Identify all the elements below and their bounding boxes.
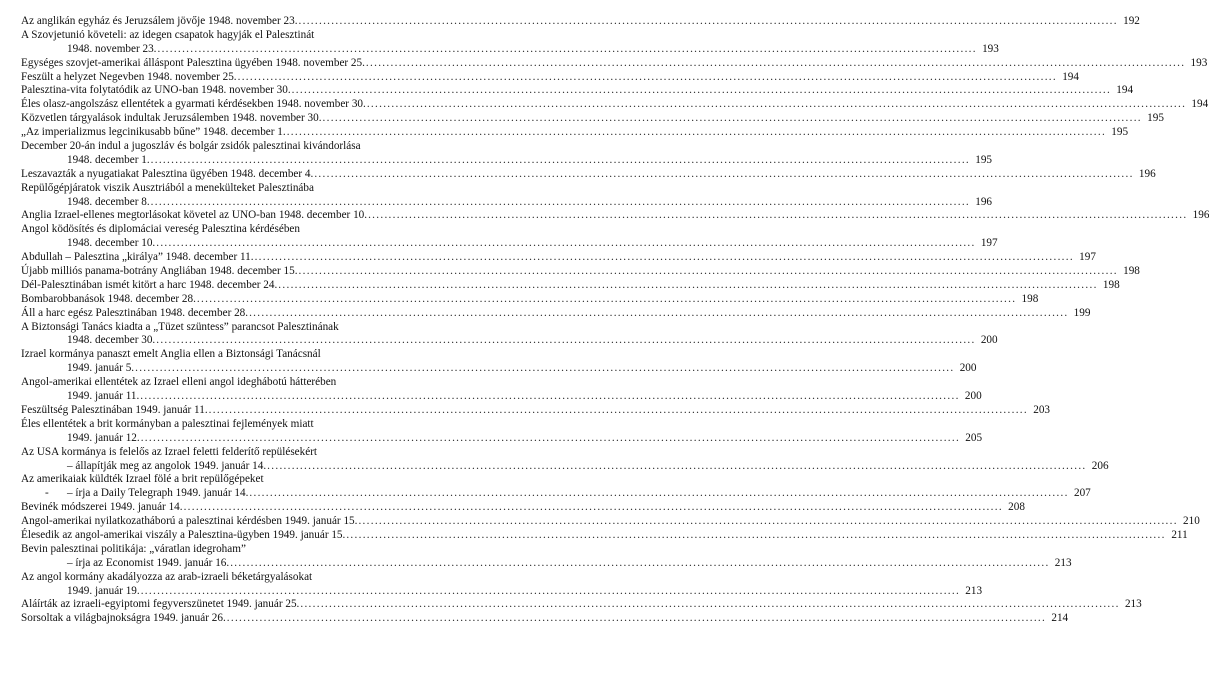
- toc-entry: [21, 320, 998, 349]
- dot-leader: [156, 334, 975, 348]
- page-number: 195: [1147, 112, 1164, 125]
- page-number: 198: [1021, 292, 1039, 305]
- page-number: 194: [1062, 70, 1079, 83]
- toc-entry-continuation-line: [21, 390, 982, 404]
- toc-entry-continuation-line: [21, 556, 1072, 571]
- toc-entry: [21, 84, 1134, 98]
- page-number: 203: [1033, 403, 1050, 416]
- toc-entry: [21, 473, 1091, 501]
- page-number: 197: [980, 237, 998, 250]
- dot-leader: [230, 557, 1049, 571]
- page-number: 195: [1111, 126, 1129, 139]
- page-number: 214: [1051, 612, 1069, 625]
- toc-entry: [21, 15, 1140, 29]
- toc-entry: [21, 306, 1091, 321]
- dot-leader: [346, 529, 1165, 543]
- toc-entry-text: Angol-amerikai nyilatkozatháború a palesztinai kérdésben 1949. január 15.: [21, 515, 358, 528]
- toc-entry-title-line: [21, 251, 1096, 265]
- dot-leader: [299, 15, 1118, 29]
- toc-entry-title-line: [21, 306, 1091, 321]
- dot-leader: [255, 251, 1074, 265]
- toc-entry-title-line: [21, 473, 476, 487]
- toc-entry-text: Élesedik az angol-amerikai viszály a Palesztina-ügyben 1949. január 15.: [21, 528, 346, 541]
- toc-entry-text: 1948. december 8.: [67, 195, 150, 208]
- margin-mark: -: [45, 487, 49, 500]
- toc-entry-title-line: [21, 182, 476, 196]
- dot-leader: [156, 237, 975, 251]
- toc-entry: [21, 292, 1039, 307]
- toc-entry: [21, 417, 983, 446]
- toc-entry-title-line: [21, 321, 476, 335]
- toc-entry-text: Áll a harc egész Palesztinában 1948. december 28.: [21, 306, 249, 319]
- dot-leader: [323, 112, 1142, 126]
- dot-leader: [368, 209, 1187, 223]
- toc-entry-text: Bombarobbanások 1948. december 28.: [21, 292, 196, 305]
- toc-entry-title-line: [21, 528, 1188, 543]
- toc-entry-text: Az amerikaiak küldték Izrael fölé a brit repülőgépeket: [21, 473, 264, 486]
- toc-entry: [21, 278, 1120, 293]
- page-number: 194: [1191, 98, 1209, 111]
- toc-entry-text: – írja a Daily Telegraph 1949. január 14.: [67, 487, 249, 500]
- page-number: 193: [982, 42, 999, 55]
- page-number: 208: [1008, 501, 1025, 514]
- toc-entry-text: Az USA kormánya is felelős az Izrael feletti felderítő repülésekért: [21, 445, 318, 458]
- toc-entry-title-line: [21, 140, 476, 154]
- toc-entry-text: „Az imperializmus legcinikusabb bűne” 1948. december 1.: [21, 126, 286, 139]
- toc-entry-title-line: [21, 98, 1209, 112]
- toc-entry-title-line: [21, 418, 476, 432]
- toc-entry-continuation-line: [21, 237, 998, 251]
- toc-entry-title-line: [21, 209, 1209, 223]
- toc-entry-title-line: [21, 84, 1134, 98]
- dot-leader: [184, 501, 1003, 515]
- toc-entry-continuation-line: [21, 153, 993, 168]
- dot-leader: [141, 432, 960, 446]
- dot-leader: [151, 154, 970, 168]
- toc-entry-continuation-line: [21, 195, 993, 210]
- toc-entry-text: Anglia Izrael-ellenes megtorlásokat követel az UNO-ban 1948. december 10.: [21, 209, 368, 222]
- page-number: 200: [980, 334, 998, 347]
- dot-leader: [151, 196, 970, 210]
- toc-entry-title-line: [21, 29, 476, 43]
- toc-entry: [21, 403, 1050, 418]
- toc-entry: [21, 98, 1209, 112]
- dot-leader: [135, 362, 954, 376]
- toc-entry: [21, 28, 999, 57]
- toc-entry-title-line: [21, 292, 1039, 307]
- dot-leader: [278, 279, 1097, 293]
- toc-entry-text: Repülőgépjáratok viszik Ausztriából a menekülteket Palesztinába: [21, 181, 314, 194]
- page-number: 196: [1192, 209, 1209, 222]
- page-number: 196: [1138, 167, 1156, 180]
- dot-leader: [287, 126, 1106, 140]
- dot-leader: [227, 612, 1046, 626]
- toc-entry: [21, 376, 982, 404]
- page-number: 200: [959, 362, 977, 375]
- toc-entry-title-line: [21, 612, 1069, 626]
- toc-entry-text: Az anglikán egyház és Jeruzsálem jövője 1948. november 23.: [21, 15, 298, 27]
- toc-entry-text: Aláírták az izraeli-egyiptomi fegyverszünetet 1949. január 25.: [21, 598, 300, 611]
- toc-entry-text: Bevinék módszerei 1949. január 14.: [21, 501, 183, 514]
- toc-entry-title-line: [21, 167, 1156, 182]
- toc-entry: [21, 515, 1200, 529]
- toc-entry-continuation-line: [21, 584, 983, 599]
- toc-entry: [21, 570, 983, 599]
- toc-entry-text: A Szovjetunió követeli: az idegen csapatok hagyják el Palesztinát: [21, 28, 315, 41]
- toc-entry: [21, 140, 993, 168]
- toc-entry-text: Újabb milliós panama-botrány Angliában 1948. december 15.: [21, 265, 298, 278]
- toc-entry-text: 1949. január 19.: [67, 584, 140, 597]
- toc-entry: [21, 348, 977, 376]
- dot-leader: [157, 43, 976, 57]
- toc-entry-title-line: [21, 348, 476, 362]
- toc-entry-text: Bevin palesztinai politikája: „váratlan idegroham”: [21, 542, 246, 555]
- toc-entry-title-line: [21, 112, 1164, 126]
- toc-entry: [21, 70, 1079, 85]
- dot-leader: [292, 84, 1111, 98]
- toc-entry-title-line: [21, 56, 1208, 71]
- toc-entry-text: Feszültség Palesztinában 1949. január 11.: [21, 403, 208, 416]
- toc-entry-title-line: [21, 15, 1140, 29]
- toc-entry-text: Dél-Palesztinában ismét kitört a harc 1948. december 24.: [21, 278, 278, 291]
- page-number: 200: [964, 390, 982, 403]
- toc-entry-text: Egységes szovjet-amerikai álláspont Palesztina ügyében 1948. november 25.: [21, 56, 365, 69]
- toc-entry-continuation-line: [21, 42, 999, 57]
- toc-entry-text: 1949. január 11.: [67, 390, 140, 403]
- toc-entry: [21, 181, 993, 210]
- dot-leader: [367, 98, 1186, 112]
- toc-entry-text: – írja az Economist 1949. január 16.: [67, 556, 230, 569]
- dot-leader: [314, 168, 1133, 182]
- toc-entry-text: Palesztina-vita folytatódik az UNO-ban 1948. november 30.: [21, 84, 291, 97]
- toc-entry-text: Közvetlen tárgyalások indultak Jeruzsálemben 1948. november 30.: [21, 112, 322, 125]
- dot-leader: [249, 487, 1068, 501]
- toc-entry: [21, 112, 1164, 126]
- toc-entry-text: Izrael kormánya panaszt emelt Anglia ellen a Biztonsági Tanácsnál: [21, 348, 321, 361]
- toc-entry: [21, 251, 1096, 265]
- toc-entry-title-line: [21, 278, 1120, 293]
- toc-entry-text: 1948. november 23.: [67, 42, 157, 55]
- dot-leader: [197, 293, 1016, 307]
- toc-entry-title-line: [21, 70, 1079, 85]
- toc-entry-text: 1948. december 30.: [67, 334, 156, 347]
- dot-leader: [366, 57, 1185, 71]
- toc-entry-title-line: [21, 403, 1050, 418]
- dot-leader: [299, 265, 1118, 279]
- toc-entry-title-line: [21, 571, 476, 585]
- page-number: 213: [965, 584, 983, 597]
- toc-entry: [21, 56, 1208, 71]
- toc-entry-title-line: [21, 543, 476, 557]
- page-number: 205: [965, 431, 983, 444]
- toc-entry-text: 1949. január 5.: [67, 362, 135, 375]
- page-number: 198: [1123, 265, 1140, 278]
- dot-leader: [238, 71, 1057, 85]
- toc-entry: [21, 126, 1129, 140]
- page-number: 207: [1073, 487, 1091, 500]
- dot-leader: [358, 515, 1177, 529]
- toc-entry: [21, 223, 998, 251]
- toc-entry-continuation-line: [21, 431, 983, 446]
- toc-entry-title-line: [21, 376, 476, 390]
- dot-leader: [141, 585, 960, 599]
- toc-entry-text: Angol-amerikai ellentétek az Izrael elleni angol ideghábotú hátterében: [21, 376, 337, 389]
- page-number: 196: [975, 195, 993, 208]
- page-number: 213: [1054, 556, 1072, 569]
- toc-entry-title-line: [21, 501, 1025, 515]
- page-number: 199: [1073, 306, 1091, 319]
- toc-entry-continuation-line: [21, 459, 1109, 474]
- page-number: 194: [1116, 84, 1134, 97]
- toc-entry-text: Angol ködösítés és diplomáciai vereség Palesztina kérdésében: [21, 223, 300, 236]
- toc-entry-title-line: [21, 598, 1142, 612]
- dot-leader: [209, 404, 1028, 418]
- table-of-contents: [21, 15, 1209, 626]
- toc-entry: [21, 501, 1025, 515]
- page-number: 195: [975, 153, 993, 166]
- page-number: 210: [1183, 515, 1200, 528]
- toc-entry: [21, 167, 1156, 182]
- toc-entry-text: 1948. december 1.: [67, 153, 150, 166]
- dot-leader: [140, 390, 959, 404]
- page-number: 193: [1190, 56, 1208, 69]
- toc-entry-title-line: [21, 223, 476, 237]
- toc-entry-title-line: [21, 265, 1140, 279]
- page-number: 192: [1123, 15, 1140, 27]
- toc-entry-text: December 20-án indul a jugoszláv és bolgár zsidók palesztinai kivándorlása: [21, 140, 361, 153]
- toc-entry-text: Éles olasz-angolszász ellentétek a gyarmati kérdésekben 1948. november 30.: [21, 98, 366, 111]
- page-number: 211: [1171, 528, 1188, 541]
- toc-entry: [21, 265, 1140, 279]
- toc-entry-text: A Biztonsági Tanács kiadta a „Tüzet szüntess” parancsot Palesztinának: [21, 320, 339, 333]
- toc-entry-title-line: [21, 126, 1129, 140]
- toc-entry: [21, 542, 1072, 571]
- page-number: 197: [1079, 251, 1096, 264]
- toc-entry-continuation-line: [21, 334, 998, 348]
- toc-entry-text: Leszavazták a nyugatiakat Palesztina ügyében 1948. december 4.: [21, 167, 314, 180]
- toc-entry: [21, 209, 1209, 223]
- toc-entry-title-line: [21, 515, 1200, 529]
- toc-entry-text: Feszült a helyzet Negevben 1948. november 25.: [21, 70, 237, 83]
- dot-leader: [300, 598, 1119, 612]
- toc-entry-text: 1948. december 10.: [67, 237, 156, 250]
- toc-entry: [21, 528, 1188, 543]
- toc-entry-text: Éles ellentétek a brit kormányban a palesztinai fejlemények miatt: [21, 417, 314, 430]
- toc-entry: [21, 445, 1109, 474]
- dot-leader: [249, 307, 1068, 321]
- toc-entry-text: – állapítják meg az angolok 1949. január 14.: [67, 459, 267, 472]
- toc-entry-text: Az angol kormány akadályozza az arab-izraeli béketárgyalásokat: [21, 570, 313, 583]
- dot-leader: [267, 460, 1086, 474]
- toc-entry: [21, 612, 1069, 626]
- page-number: 206: [1091, 459, 1109, 472]
- toc-entry-title-line: [21, 446, 476, 460]
- toc-entry-continuation-line: [21, 362, 977, 376]
- toc-entry-text: Abdullah – Palesztina „királya” 1948. december 11.: [21, 251, 254, 264]
- toc-entry-text: Sorsoltak a világbajnokságra 1949. január 26.: [21, 612, 226, 625]
- toc-entry: [21, 598, 1142, 612]
- page-number: 213: [1124, 598, 1142, 611]
- toc-entry-text: 1949. január 12.: [67, 431, 140, 444]
- page-number: 198: [1102, 278, 1120, 291]
- toc-entry-continuation-line: [21, 487, 1091, 501]
